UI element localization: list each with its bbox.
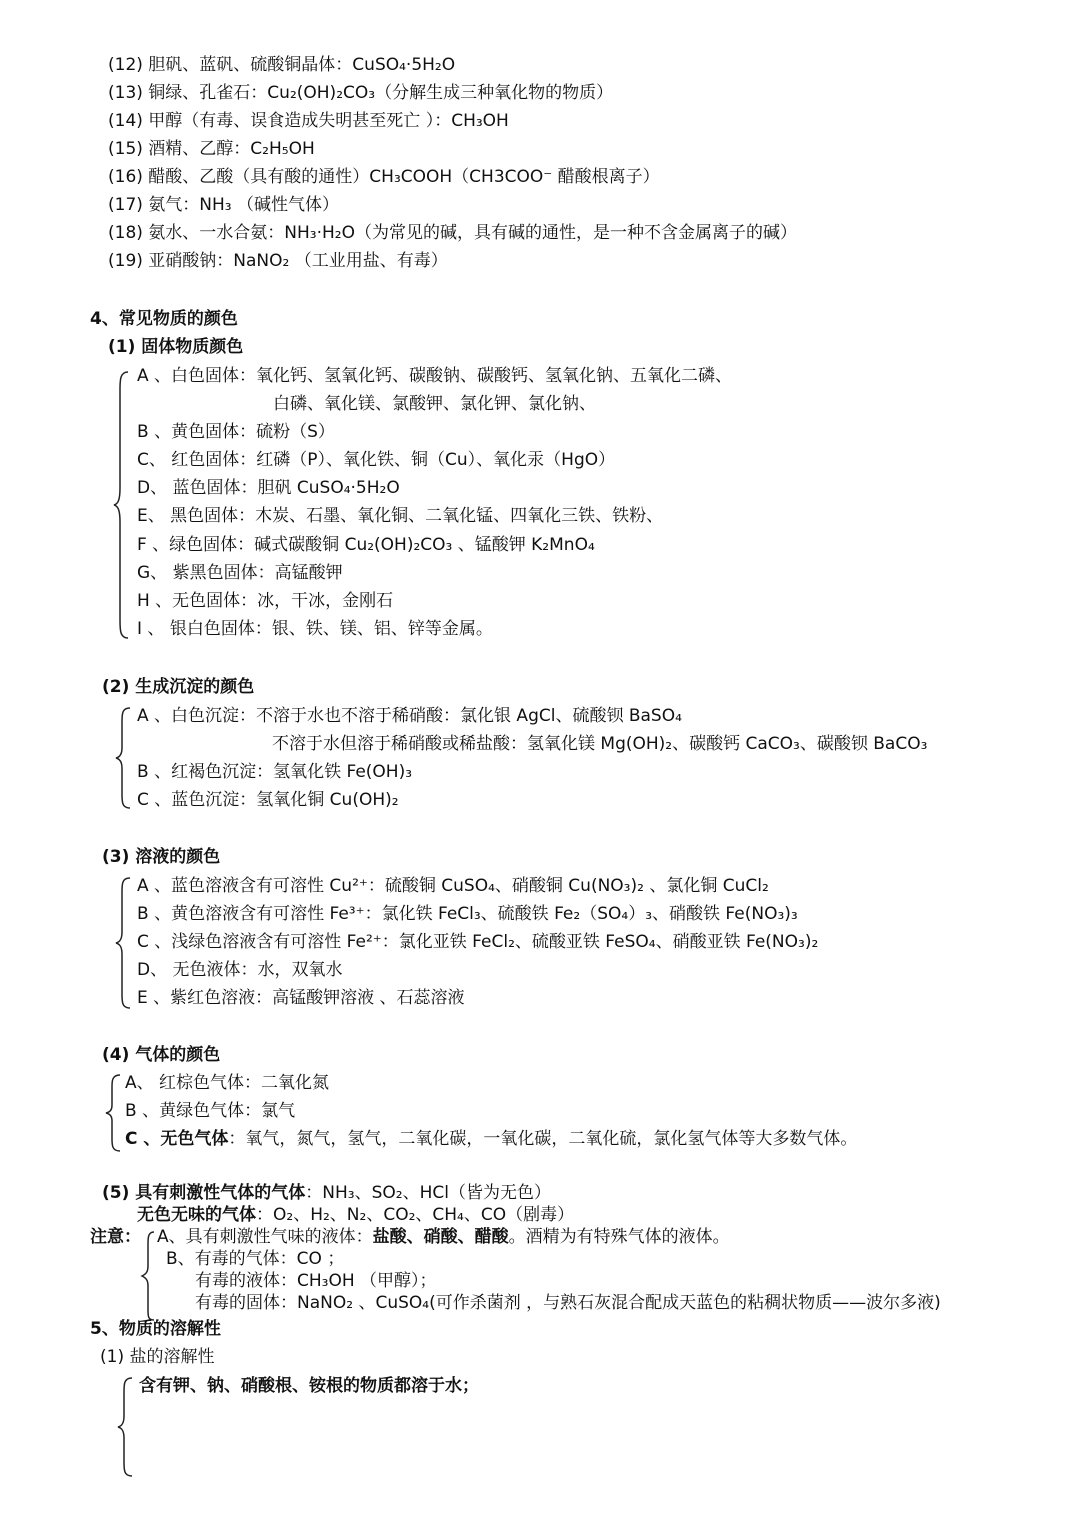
smell-l2-rest: ：O₂、H₂、N₂、CO₂、CH₄、CO（剧毒） xyxy=(256,1205,575,1225)
solid-colors-title: (1) 固体物质颜色 xyxy=(108,337,244,357)
solution-d: D、 无色液体：水，双氧水 xyxy=(137,960,343,980)
list-item-19: (19) 亚硝酸钠：NaNO₂ （工业用盐、有毒） xyxy=(108,251,448,271)
solution-b: B 、黄色溶液含有可溶性 Fe³⁺：氯化铁 FeCl₃、硫酸铁 Fe₂（SO₄）₃、硝酸铁 Fe(NO₃)₃ xyxy=(137,904,798,924)
solution-colors-title: (3) 溶液的颜色 xyxy=(102,847,221,867)
note-a xyxy=(157,1229,730,1246)
solid-e: E、 黑色固体：木炭、石墨、氧化铜、二氧化锰、四氧化三铁、铁粉、 xyxy=(137,506,664,526)
solid-i: I 、 银白色固体：银、铁、镁、铝、锌等金属。 xyxy=(137,619,493,639)
section-4-title: 4、常见物质的颜色 xyxy=(90,309,238,329)
precip-c: C 、蓝色沉淀：氢氧化铜 Cu(OH)₂ xyxy=(137,790,399,810)
note-brace xyxy=(140,1230,158,1322)
list-item-15: (15) 酒精、乙醇：C₂H₅OH xyxy=(108,139,315,159)
gas-c-head: C 、无色气体 xyxy=(125,1129,229,1149)
note-a-bold: 盐酸、硝酸、醋酸 xyxy=(372,1227,509,1247)
note-d: 有毒的固体：NaNO₂ 、CuSO₄(可作杀菌剂 ，与熟石灰混合配成天蓝色的粘稠状物质——波尔多液) xyxy=(195,1293,941,1313)
precipitate-brace xyxy=(114,706,136,810)
solution-brace xyxy=(114,876,136,1010)
gas-c xyxy=(125,1131,857,1148)
note-label: 注意： xyxy=(90,1227,141,1247)
solid-c: C、 红色固体：红磷（P）、氧化铁、铜（Cu）、氧化汞（HgO） xyxy=(137,450,616,470)
smell-l2-head: 无色无味的气体 xyxy=(137,1205,256,1225)
solid-a2: 白磷、氧化镁、氯酸钾、氯化钾、氯化钠、 xyxy=(273,394,596,414)
gas-colors-title: (4) 气体的颜色 xyxy=(102,1045,221,1065)
solution-e: E 、紫红色溶液：高锰酸钾溶液 、石蕊溶液 xyxy=(137,988,465,1008)
list-item-13: (13) 铜绿、孔雀石：Cu₂(OH)₂CO₃（分解生成三种氧化物的物质） xyxy=(108,83,614,103)
list-item-17: (17) 氨气：NH₃ （碱性气体） xyxy=(108,195,340,215)
salt-solubility-title: (1) 盐的溶解性 xyxy=(100,1347,215,1367)
solution-a: A 、蓝色溶液含有可溶性 Cu²⁺：硫酸铜 CuSO₄、硝酸铜 Cu(NO₃)₂ 、氯化铜 CuCl₂ xyxy=(137,876,769,896)
gas-c-rest: ：氧气，氮气，氢气，二氧化碳，一氧化碳，二氧化硫，氯化氢气体等大多数气体。 xyxy=(228,1129,858,1149)
solid-b: B 、黄色固体：硫粉（S） xyxy=(137,422,335,442)
list-item-18: (18) 氨水、一水合氨：NH₃·H₂O（为常见的碱，具有碱的通性，是一种不含金属离子的碱） xyxy=(108,223,797,243)
precip-b: B 、红褐色沉淀：氢氧化铁 Fe(OH)₃ xyxy=(137,762,413,782)
precip-a1: A 、白色沉淀：不溶于水也不溶于稀硝酸：氯化银 AgCl、硫酸钡 BaSO₄ xyxy=(137,706,682,726)
gas-brace xyxy=(104,1073,126,1153)
solubility-line-1: 含有钾、钠、硝酸根、铵根的物质都溶于水； xyxy=(139,1376,479,1396)
solid-f: F 、绿色固体：碱式碳酸铜 Cu₂(OH)₂CO₃ 、锰酸钾 K₂MnO₄ xyxy=(137,535,595,555)
note-a-post: 。酒精为有特殊气体的液体。 xyxy=(508,1227,730,1247)
note-c: 有毒的液体：CH₃OH （甲醇）； xyxy=(195,1271,437,1291)
list-item-16: (16) 醋酸、乙酸（具有酸的通性）CH₃COOH（CH3COO⁻ 醋酸根离子） xyxy=(108,167,660,187)
smell-l1-head: (5) 具有刺激性气体的气体 xyxy=(102,1183,306,1203)
solid-g: G、 紫黑色固体：高锰酸钾 xyxy=(137,563,343,583)
note-a-pre: A、具有刺激性气味的液体： xyxy=(157,1227,373,1247)
solid-brace xyxy=(112,370,134,640)
solid-a1: A 、白色固体：氧化钙、氢氧化钙、碳酸钠、碳酸钙、氢氧化钠、五氧化二磷、 xyxy=(137,366,733,386)
list-item-12: (12) 胆矾、蓝矾、硫酸铜晶体：CuSO₄·5H₂O xyxy=(108,55,456,75)
precipitate-colors-title: (2) 生成沉淀的颜色 xyxy=(102,677,255,697)
smell-line-2 xyxy=(137,1207,574,1224)
smell-line-1 xyxy=(102,1185,551,1202)
note-b: B、有毒的气体：CO ； xyxy=(166,1249,345,1269)
gas-b: B 、黄绿色气体：氯气 xyxy=(125,1101,296,1121)
solid-h: H 、无色固体：冰，干冰，金刚石 xyxy=(137,591,394,611)
solid-d: D、 蓝色固体：胆矾 CuSO₄·5H₂O xyxy=(137,478,400,498)
solubility-brace xyxy=(116,1376,138,1478)
section-5-title: 5、物质的溶解性 xyxy=(90,1319,221,1339)
precip-a2: 不溶于水但溶于稀硝酸或稀盐酸：氢氧化镁 Mg(OH)₂、碳酸钙 CaCO₃、碳酸钡 BaCO₃ xyxy=(272,734,928,754)
smell-l1-rest: ：NH₃、SO₂、HCl（皆为无色） xyxy=(305,1183,551,1203)
gas-a: A、 红棕色气体：二氧化氮 xyxy=(125,1073,330,1093)
solution-c: C 、浅绿色溶液含有可溶性 Fe²⁺：氯化亚铁 FeCl₂、硫酸亚铁 FeSO₄、硝酸亚铁 Fe(NO₃)₂ xyxy=(137,932,819,952)
list-item-14: (14) 甲醇（有毒、误食造成失明甚至死亡 ）：CH₃OH xyxy=(108,111,509,131)
